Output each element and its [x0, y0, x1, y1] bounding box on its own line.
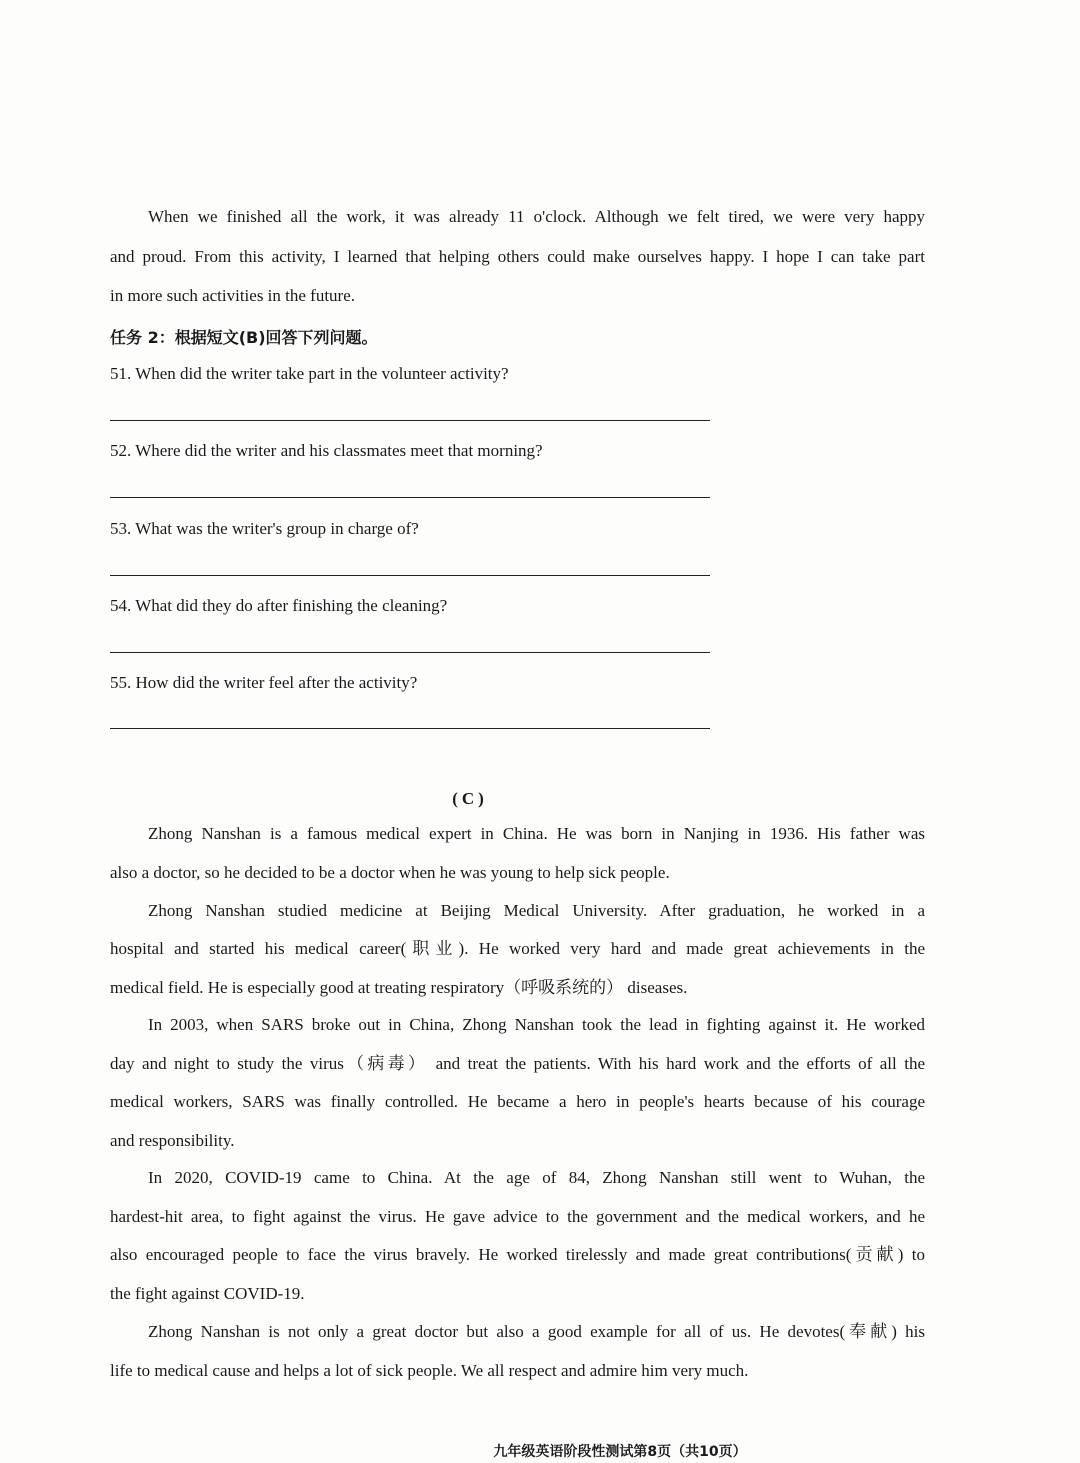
- page-footer: 九年级英语阶段性测试第8页（共10页）: [493, 1444, 747, 1460]
- answer-line-52[interactable]: [110, 497, 710, 498]
- passage-c-line: In 2003, when SARS broke out in China, Zhong Nanshan took the lead in fighting against it. He worked: [148, 1015, 925, 1034]
- passage-c-line: also encouraged people to face the virus bravely. He worked tirelessly and made great contributions(贡献) to: [110, 1245, 925, 1264]
- passage-c-line: the fight against COVID-19.: [110, 1284, 305, 1303]
- task-2-heading: 任务 2：根据短文(B)回答下列问题。: [110, 328, 378, 347]
- question-54: 54. What did they do after finishing the cleaning?: [110, 596, 448, 615]
- passage-c-line: Zhong Nanshan studied medicine at Beijing Medical University. After graduation, he worked in a: [148, 901, 925, 920]
- passage-c-line: medical workers, SARS was finally controlled. He became a hero in people's hearts because of his courage: [110, 1092, 925, 1111]
- answer-line-54[interactable]: [110, 652, 710, 653]
- passage-c-line: hardest-hit area, to fight against the virus. He gave advice to the government and the medical workers, and he: [110, 1207, 925, 1226]
- passage-c-line: Zhong Nanshan is a famous medical expert in China. He was born in Nanjing in 1936. His father was: [148, 824, 925, 843]
- question-52: 52. Where did the writer and his classmates meet that morning?: [110, 441, 543, 460]
- passage-c-line: life to medical cause and helps a lot of sick people. We all respect and admire him very much.: [110, 1361, 749, 1380]
- passage-b-line: When we finished all the work, it was already 11 o'clock. Although we felt tired, we were very happy: [148, 207, 925, 226]
- passage-c-title: (C): [452, 789, 488, 808]
- passage-b-line: and proud. From this activity, I learned that helping others could make ourselves happy. I hope I can take part: [110, 247, 925, 266]
- passage-c-line: Zhong Nanshan is not only a great doctor but also a good example for all of us. He devotes(奉献) his: [148, 1322, 925, 1341]
- question-51: 51. When did the writer take part in the volunteer activity?: [110, 364, 509, 383]
- question-55: 55. How did the writer feel after the activity?: [110, 673, 418, 692]
- passage-c-line: In 2020, COVID-19 came to China. At the age of 84, Zhong Nanshan still went to Wuhan, the: [148, 1168, 925, 1187]
- passage-c-line: hospital and started his medical career(职业). He worked very hard and made great achievements in the: [110, 939, 925, 958]
- answer-line-53[interactable]: [110, 575, 710, 576]
- question-53: 53. What was the writer's group in charge of?: [110, 519, 419, 538]
- passage-c-line: medical field. He is especially good at treating respiratory（呼吸系统的） diseases.: [110, 978, 688, 997]
- passage-c-line: day and night to study the virus（病毒） and treat the patients. With his hard work and the efforts of all the: [110, 1054, 925, 1073]
- passage-b-line: in more such activities in the future.: [110, 286, 356, 305]
- passage-c-line: also a doctor, so he decided to be a doctor when he was young to help sick people.: [110, 863, 670, 882]
- answer-line-51[interactable]: [110, 420, 710, 421]
- answer-line-55[interactable]: [110, 728, 710, 729]
- passage-c-line: and responsibility.: [110, 1131, 235, 1150]
